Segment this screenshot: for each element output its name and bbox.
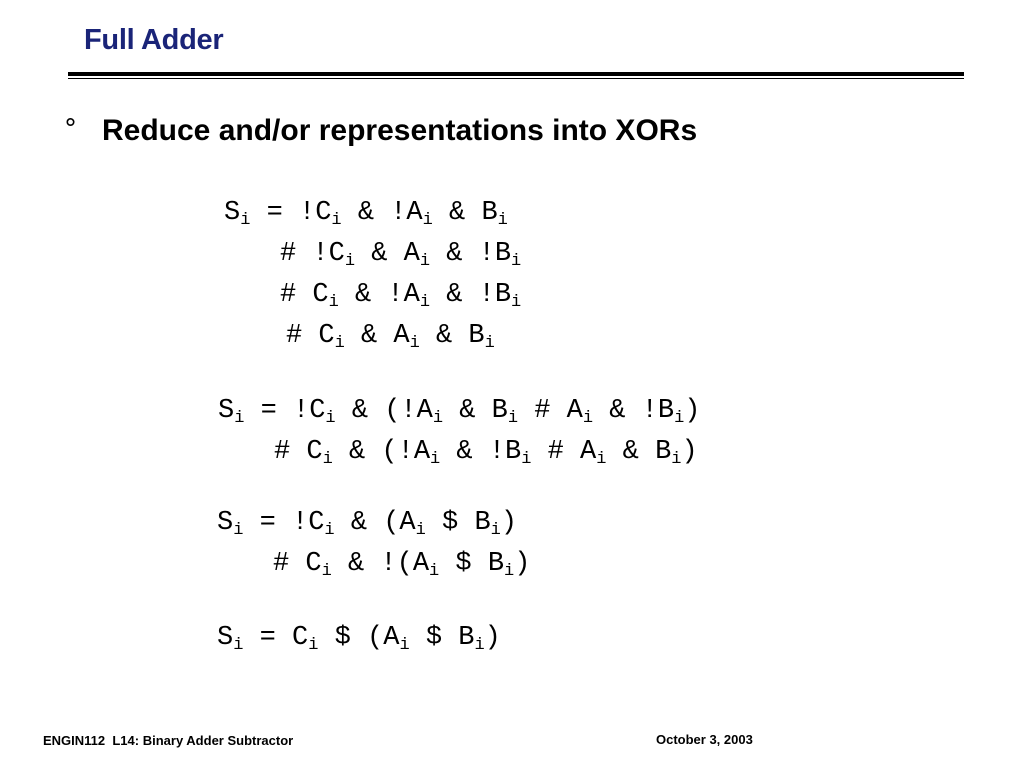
- footer-date: October 3, 2003: [656, 732, 753, 747]
- equation-term: & !B: [430, 280, 512, 310]
- equation-term: ): [514, 549, 531, 579]
- equation-term: & !B: [430, 239, 512, 269]
- equation-subscript: i: [504, 562, 515, 581]
- equation-term: # A: [518, 396, 583, 426]
- equation-term: $ B: [409, 623, 475, 653]
- equation-subscript: i: [321, 562, 332, 581]
- equation-subscript: i: [419, 293, 431, 312]
- equation-subscript: i: [325, 409, 336, 428]
- equation-line: [218, 396, 701, 428]
- equation-subscript: i: [596, 450, 607, 469]
- equation-term: & !(A: [331, 549, 430, 579]
- equation-line: [280, 239, 522, 271]
- equation-subscript: i: [507, 409, 519, 428]
- equation-line: [273, 549, 531, 581]
- equation-term: & (!A: [332, 437, 431, 467]
- equation-subscript: i: [671, 450, 682, 469]
- equation-line: [217, 623, 501, 655]
- equation-subscript: i: [511, 293, 522, 312]
- equation-subscript: i: [409, 334, 420, 353]
- equation-subscript: i: [497, 211, 508, 230]
- equation-term: & B: [443, 396, 508, 426]
- equation-term: S: [224, 198, 241, 228]
- equation-subscript: i: [233, 521, 244, 540]
- equation-subscript: i: [415, 521, 426, 540]
- equation-subscript: i: [521, 450, 532, 469]
- equation-line: [286, 321, 495, 353]
- equation-term: # C: [286, 321, 335, 351]
- equation-subscript: i: [490, 521, 501, 540]
- equation-subscript: i: [233, 636, 244, 655]
- slide-title: Full Adder: [84, 24, 224, 56]
- equation-term: ): [500, 508, 518, 538]
- equation-subscript: i: [324, 521, 335, 540]
- equation-term: ): [681, 437, 698, 467]
- equation-subscript: i: [582, 409, 594, 428]
- equation-term: & B: [606, 437, 672, 467]
- equation-subscript: i: [331, 211, 342, 230]
- equation-subscript: i: [422, 211, 433, 230]
- equation-term: # C: [274, 437, 323, 467]
- equation-subscript: i: [334, 334, 345, 353]
- equation-subscript: i: [430, 450, 441, 469]
- equation-term: $ B: [425, 508, 491, 538]
- equation-subscript: i: [308, 636, 319, 655]
- equation-term: ): [684, 396, 701, 426]
- equation-subscript: i: [328, 293, 339, 312]
- equation-subscript: i: [344, 252, 356, 271]
- equation-term: = !C: [250, 198, 332, 228]
- title-underline-thick: [68, 72, 964, 76]
- equation-subscript: i: [322, 450, 333, 469]
- equation-subscript: i: [511, 252, 522, 271]
- equation-term: & B: [419, 321, 485, 351]
- equation-line: [274, 437, 698, 469]
- equation-term: $ B: [439, 549, 505, 579]
- equation-subscript: i: [484, 334, 495, 353]
- equation-subscript: i: [234, 409, 245, 428]
- equation-term: & !A: [341, 198, 423, 228]
- equation-line: [217, 508, 518, 540]
- equation-term: # A: [531, 437, 597, 467]
- equation-term: = C: [243, 623, 309, 653]
- bullet-marker: °: [64, 114, 77, 144]
- equation-subscript: i: [674, 409, 685, 428]
- equation-term: & !A: [338, 280, 420, 310]
- equation-term: ): [484, 623, 501, 653]
- equation-term: & (!A: [335, 396, 433, 426]
- equation-term: & A: [344, 321, 410, 351]
- equation-term: S: [218, 396, 235, 426]
- footer-course: ENGIN112 L14: Binary Adder Subtractor: [43, 733, 294, 748]
- equation-term: S: [217, 508, 234, 538]
- equation-term: & !B: [593, 396, 675, 426]
- equation-term: # C: [273, 549, 322, 579]
- equation-term: & (A: [334, 508, 416, 538]
- equation-line: [224, 198, 508, 230]
- title-underline-thin: [68, 78, 964, 79]
- equation-term: = !C: [244, 396, 326, 426]
- equation-term: # !C: [280, 239, 345, 269]
- equation-subscript: i: [240, 211, 251, 230]
- equation-term: & A: [355, 239, 420, 269]
- equation-subscript: i: [474, 636, 485, 655]
- equation-subscript: i: [432, 409, 444, 428]
- equation-term: S: [217, 623, 234, 653]
- equation-term: & B: [432, 198, 498, 228]
- equation-subscript: i: [429, 562, 440, 581]
- equation-subscript: i: [399, 636, 410, 655]
- bullet-text: Reduce and/or representations into XORs: [102, 114, 698, 147]
- equation-term: = !C: [243, 508, 325, 538]
- equation-subscript: i: [419, 252, 431, 271]
- equation-term: $ (A: [318, 623, 400, 653]
- equation-term: & !B: [440, 437, 522, 467]
- equation-term: # C: [280, 280, 329, 310]
- equation-line: [280, 280, 522, 312]
